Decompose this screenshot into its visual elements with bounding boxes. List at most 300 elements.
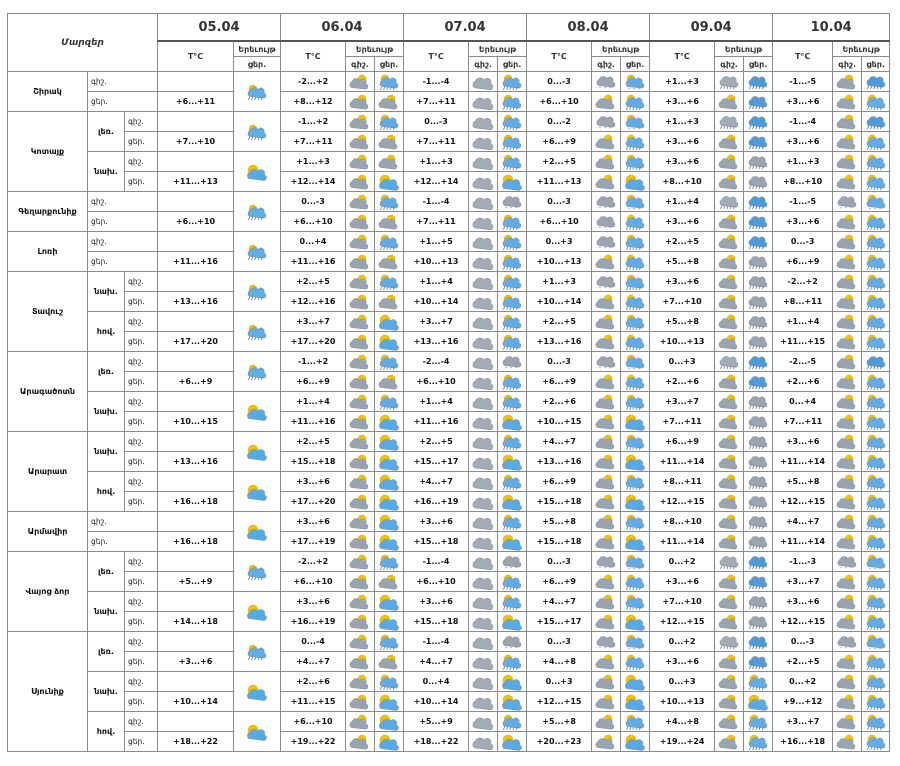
weather-cell [469, 332, 498, 352]
date-header: 10.04 [773, 14, 890, 42]
svg-text:*: * [845, 205, 848, 211]
svg-text:*: * [510, 645, 513, 651]
partly-cloudy-icon [234, 603, 280, 621]
night-label-header: գիշ. [715, 57, 744, 72]
weather-cell [621, 432, 650, 452]
partly-cloudy-rain-icon [498, 253, 526, 271]
cloudy-sun-icon [833, 713, 861, 731]
temp-cell: +14...+18 [158, 612, 234, 632]
table-row [8, 132, 890, 152]
weather-cell [469, 372, 498, 392]
temp-cell: -2...-4 [404, 352, 469, 372]
weather-cell [621, 92, 650, 112]
cloudy-sun-icon [592, 453, 620, 471]
cloudy-sun-icon [346, 273, 374, 291]
weather-cell [375, 532, 404, 552]
table-row [8, 332, 890, 352]
partly-cloudy-rain-icon [862, 233, 889, 251]
time-of-day-label: գիշ. [88, 72, 158, 92]
partly-cloudy-snow-icon [862, 193, 889, 211]
partly-cloudy-rain-icon [862, 573, 889, 591]
time-of-day-label: ցեր. [125, 492, 158, 512]
weather-cell [862, 712, 890, 732]
time-of-day-label: գիշ. [88, 192, 158, 212]
temp-cell: +1...+3 [650, 112, 715, 132]
temp-cell: +2...+6 [650, 372, 715, 392]
weather-cell [621, 672, 650, 692]
temp-cell [158, 512, 234, 532]
weather-cell [862, 132, 890, 152]
temp-cell: +6...+10 [281, 212, 346, 232]
weather-cell [592, 252, 621, 272]
cloudy-sun-icon [715, 133, 743, 151]
table-row [8, 492, 890, 512]
temp-cell: +2...+6 [281, 672, 346, 692]
temp-cell [158, 312, 234, 332]
weather-cell [375, 492, 404, 512]
weather-cell [862, 232, 890, 252]
weather-cell [621, 172, 650, 192]
weather-cell [744, 532, 773, 552]
cloudy-sun-icon [715, 393, 743, 411]
temp-cell: 0...+2 [650, 552, 715, 572]
partly-cloudy-icon [375, 733, 403, 751]
temp-cell: +10...+13 [527, 252, 592, 272]
weather-cell [592, 652, 621, 672]
temp-cell: +3...+7 [773, 572, 833, 592]
weather-cell [498, 672, 527, 692]
snow-cloud-icon [592, 553, 620, 571]
weather-cell [469, 312, 498, 332]
temp-cell: +12...+14 [281, 172, 346, 192]
weather-cell [498, 732, 527, 752]
weather-cell [469, 292, 498, 312]
weather-cell [346, 192, 375, 212]
temp-cell: +12...+15 [650, 492, 715, 512]
cloudy-sun-icon [833, 133, 861, 151]
weather-cell [862, 352, 890, 372]
weather-cell [833, 392, 862, 412]
date-header: 05.04 [158, 14, 281, 42]
zone-label: հով. [88, 312, 125, 352]
cloud-snow-icon [715, 113, 743, 131]
weather-cell [346, 432, 375, 452]
temp-cell: +7...+10 [158, 132, 234, 152]
temp-cell: +7...+10 [650, 592, 715, 612]
weather-cell [744, 192, 773, 212]
phenomenon-header: Երեւույթ [234, 41, 281, 57]
temp-cell: -1...+2 [281, 352, 346, 372]
cloudy-sun-icon [592, 713, 620, 731]
temp-cell: +3...+6 [650, 152, 715, 172]
cloudy-sun-icon [833, 533, 861, 551]
weather-cell [592, 612, 621, 632]
temp-cell: +11...+14 [773, 452, 833, 472]
rain-cloud-icon [744, 433, 772, 451]
weather-cell [621, 612, 650, 632]
weather-cell [862, 732, 890, 752]
partly-cloudy-rain-icon [375, 353, 403, 371]
weather-cell [346, 632, 375, 652]
weather-cell [234, 512, 281, 552]
cloudy-sun-icon [346, 453, 374, 471]
weather-cell [862, 312, 890, 332]
temp-cell: +1...+3 [281, 152, 346, 172]
temp-cell [158, 272, 234, 292]
cloudy-sun-icon [346, 413, 374, 431]
weather-cell [234, 592, 281, 632]
table-row [8, 612, 890, 632]
weather-cell [375, 512, 404, 532]
temp-cell: +6...+9 [527, 132, 592, 152]
weather-cell [469, 472, 498, 492]
weather-cell [469, 512, 498, 532]
rain-cloud-icon [744, 253, 772, 271]
temp-cell: 0...+3 [527, 232, 592, 252]
weather-cell [469, 352, 498, 372]
temp-cell: +10...+14 [158, 692, 234, 712]
weather-cell [375, 672, 404, 692]
table-row [8, 252, 890, 272]
svg-text:*: * [599, 285, 602, 291]
cloudy-icon [469, 253, 497, 271]
weather-cell [469, 232, 498, 252]
temp-cell: 0...-2 [527, 112, 592, 132]
weather-cell [833, 112, 862, 132]
temp-cell [158, 432, 234, 452]
cloudy-sun-icon [346, 573, 374, 591]
temp-cell: 0...-3 [404, 112, 469, 132]
weather-cell [346, 672, 375, 692]
temp-cell: +6...+10 [404, 372, 469, 392]
partly-cloudy-rain-icon [621, 253, 649, 271]
partly-cloudy-rain-icon [621, 593, 649, 611]
region-name: Շիրակ [8, 72, 88, 112]
partly-cloudy-icon [375, 513, 403, 531]
time-of-day-label: ցեր. [125, 612, 158, 632]
partly-cloudy-rain-icon [862, 673, 889, 691]
weather-cell [469, 132, 498, 152]
svg-text:*: * [604, 125, 607, 131]
partly-cloudy-icon [621, 533, 649, 551]
cloudy-sun-icon [592, 673, 620, 691]
weather-cell [592, 732, 621, 752]
svg-text:*: * [845, 565, 848, 571]
weather-cell [715, 252, 744, 272]
weather-cell [592, 312, 621, 332]
snow-cloud-icon [592, 633, 620, 651]
weather-cell [715, 192, 744, 212]
partly-cloudy-icon [375, 533, 403, 551]
temp-cell: +2...+5 [527, 152, 592, 172]
weather-cell [715, 212, 744, 232]
weather-cell [621, 692, 650, 712]
svg-text:*: * [633, 206, 636, 211]
weather-cell [833, 412, 862, 432]
temp-cell: -1...-4 [404, 72, 469, 92]
svg-text:*: * [850, 205, 853, 211]
partly-cloudy-icon [234, 483, 280, 501]
table-row [8, 432, 890, 452]
table-row [8, 632, 890, 652]
temp-cell: -1...-5 [773, 72, 833, 92]
time-of-day-label: գիշ. [125, 392, 158, 412]
snow-rain-icon [744, 233, 772, 251]
weather-cell [621, 632, 650, 652]
temp-cell [158, 712, 234, 732]
phenomenon-header: Երեւույթ [833, 41, 890, 57]
weather-cell [592, 212, 621, 232]
time-of-day-label: ցեր. [88, 532, 158, 552]
date-header: 09.04 [650, 14, 773, 42]
snow-cloud-icon [592, 213, 620, 231]
weather-cell [469, 72, 498, 92]
rain-cloud-icon [744, 473, 772, 491]
weather-cell [715, 372, 744, 392]
weather-cell [498, 452, 527, 472]
weather-cell [469, 452, 498, 472]
partly-cloudy-rain-icon [862, 173, 889, 191]
partly-cloudy-rain-icon [862, 433, 889, 451]
partly-cloudy-rain-icon [621, 333, 649, 351]
cloudy-sun-icon [592, 133, 620, 151]
snow-rain-icon [744, 373, 772, 391]
zone-label: նախ. [88, 592, 125, 632]
cloudy-sun-icon [375, 253, 403, 271]
zone-label: նախ. [88, 392, 125, 432]
weather-cell [833, 492, 862, 512]
temp-cell: -1...-5 [773, 192, 833, 212]
weather-cell [833, 532, 862, 552]
partly-cloudy-rain-icon [498, 113, 526, 131]
weather-cell [469, 252, 498, 272]
svg-text:*: * [628, 86, 631, 91]
weather-cell [715, 712, 744, 732]
table-row [8, 692, 890, 712]
temp-cell: +15...+18 [404, 612, 469, 632]
snow-cloud-icon [592, 193, 620, 211]
weather-cell [346, 232, 375, 252]
weather-cell [715, 572, 744, 592]
temp-cell: +3...+6 [158, 652, 234, 672]
weather-cell [862, 512, 890, 532]
weather-cell [833, 712, 862, 732]
temp-cell: +3...+6 [650, 212, 715, 232]
weather-cell [715, 152, 744, 172]
weather-cell [592, 712, 621, 732]
weather-cell [592, 392, 621, 412]
cloudy-icon [469, 213, 497, 231]
partly-cloudy-rain-icon [862, 153, 889, 171]
snow-cloud-icon [498, 193, 526, 211]
day-label-header: ցեր. [744, 57, 773, 72]
cloudy-sun-icon [715, 93, 743, 111]
temp-cell: +3...+6 [650, 652, 715, 672]
weather-cell [346, 652, 375, 672]
partly-cloudy-rain-icon [744, 733, 772, 751]
cloudy-sun-icon [346, 93, 374, 111]
weather-cell [498, 372, 527, 392]
partly-cloudy-icon [375, 713, 403, 731]
partly-cloudy-icon [621, 693, 649, 711]
cloudy-sun-icon [346, 553, 374, 571]
svg-text:*: * [505, 205, 508, 211]
temp-cell: +10...+13 [650, 692, 715, 712]
cloudy-sun-icon [833, 413, 861, 431]
svg-text:*: * [515, 645, 518, 651]
weather-cell [498, 112, 527, 132]
cloudy-icon [469, 653, 497, 671]
date-header-row [8, 14, 890, 42]
cloudy-sun-icon [833, 213, 861, 231]
cloudy-sun-icon [715, 513, 743, 531]
weather-cell [375, 132, 404, 152]
svg-text:*: * [638, 206, 641, 211]
svg-text:*: * [599, 245, 602, 251]
cloudy-icon [469, 553, 497, 571]
cloudy-sun-icon [715, 613, 743, 631]
partly-cloudy-snow-icon [621, 633, 649, 651]
weather-cell [234, 232, 281, 272]
weather-cell [715, 452, 744, 472]
temp-cell: +4...+7 [404, 652, 469, 672]
cloudy-icon [469, 513, 497, 531]
weather-cell [833, 192, 862, 212]
partly-cloudy-rain-icon [862, 613, 889, 631]
weather-cell [833, 372, 862, 392]
weather-cell [592, 672, 621, 692]
cloudy-sun-icon [715, 653, 743, 671]
weather-cell [469, 412, 498, 432]
weather-cell [375, 112, 404, 132]
temp-cell [158, 72, 234, 92]
snow-cloud-icon [592, 273, 620, 291]
partly-cloudy-icon [234, 723, 280, 741]
weather-cell [375, 732, 404, 752]
temp-cell: +5...+8 [650, 252, 715, 272]
partly-cloudy-rain-icon [862, 513, 889, 531]
weather-cell [498, 692, 527, 712]
partly-cloudy-icon [498, 453, 526, 471]
partly-cloudy-rain-icon [862, 393, 889, 411]
weather-cell [234, 72, 281, 112]
cloudy-icon [469, 113, 497, 131]
partly-cloudy-rain-icon [498, 713, 526, 731]
weather-cell [346, 532, 375, 552]
cloudy-sun-icon [592, 693, 620, 711]
cloudy-sun-icon [346, 593, 374, 611]
weather-cell [862, 212, 890, 232]
cloudy-sun-icon [833, 253, 861, 271]
partly-cloudy-rain-icon [621, 473, 649, 491]
partly-cloudy-rain-icon [375, 73, 403, 91]
svg-text:*: * [609, 245, 612, 251]
weather-cell [469, 152, 498, 172]
temp-cell: +11...+15 [773, 332, 833, 352]
weather-cell [375, 572, 404, 592]
svg-text:*: * [638, 566, 641, 571]
svg-text:*: * [633, 126, 636, 131]
zone-label: նախ. [88, 672, 125, 712]
weather-cell [592, 632, 621, 652]
weather-cell [375, 712, 404, 732]
snow-cloud-icon [498, 353, 526, 371]
temp-cell: -1...-4 [404, 192, 469, 212]
day-label-header: ցեր. [375, 57, 404, 72]
weather-cell [234, 672, 281, 712]
partly-cloudy-rain-icon [621, 393, 649, 411]
region-name: Արմավիր [8, 512, 88, 552]
rain-cloud-icon [744, 453, 772, 471]
time-of-day-label: ցեր. [125, 372, 158, 392]
partly-cloudy-rain-icon [862, 333, 889, 351]
weather-cell [862, 92, 890, 112]
weather-cell [375, 272, 404, 292]
weather-cell [862, 612, 890, 632]
cloudy-sun-icon [715, 273, 743, 291]
time-of-day-label: գիշ. [125, 112, 158, 132]
temp-cell: +13...+16 [527, 332, 592, 352]
cloudy-icon [469, 293, 497, 311]
partly-cloudy-rain-icon [375, 633, 403, 651]
weather-cell [862, 192, 890, 212]
temp-cell: +18...+22 [158, 732, 234, 752]
partly-cloudy-rain-icon [621, 153, 649, 171]
cloudy-sun-icon [833, 93, 861, 111]
svg-text:*: * [599, 365, 602, 371]
time-of-day-label: գիշ. [125, 312, 158, 332]
temp-cell: +11...+13 [158, 172, 234, 192]
weather-cell [346, 292, 375, 312]
temp-cell: +6...+10 [527, 212, 592, 232]
temp-cell: +1...+4 [773, 312, 833, 332]
region-name: Տավուշ [8, 272, 88, 352]
weather-cell [498, 592, 527, 612]
partly-cloudy-rain-icon [498, 473, 526, 491]
partly-cloudy-icon [621, 613, 649, 631]
temp-cell: +3...+6 [773, 212, 833, 232]
weather-cell [621, 532, 650, 552]
table-row [8, 672, 890, 692]
cloudy-sun-icon [346, 153, 374, 171]
cloudy-sun-icon [375, 133, 403, 151]
weather-cell [346, 572, 375, 592]
weather-cell [833, 552, 862, 572]
svg-text:*: * [599, 85, 602, 91]
weather-cell [621, 152, 650, 172]
svg-text:*: * [505, 645, 508, 651]
temp-cell: +4...+7 [404, 472, 469, 492]
partly-cloudy-rain-icon [621, 713, 649, 731]
partly-cloudy-rain-icon [862, 733, 889, 751]
cloud-snow-icon [715, 353, 743, 371]
cloudy-sun-icon [592, 433, 620, 451]
weather-cell [375, 392, 404, 412]
table-row [8, 312, 890, 332]
temp-cell: +12...+16 [281, 292, 346, 312]
weather-cell [621, 192, 650, 212]
weather-cell [592, 332, 621, 352]
date-header: 06.04 [281, 14, 404, 42]
partly-cloudy-icon [498, 673, 526, 691]
svg-text:*: * [609, 645, 612, 651]
partly-cloudy-rain-icon [862, 253, 889, 271]
cloudy-icon [469, 173, 497, 191]
cloudy-sun-icon [833, 693, 861, 711]
time-of-day-label: ցեր. [88, 212, 158, 232]
weather-cell [375, 192, 404, 212]
svg-text:*: * [604, 85, 607, 91]
